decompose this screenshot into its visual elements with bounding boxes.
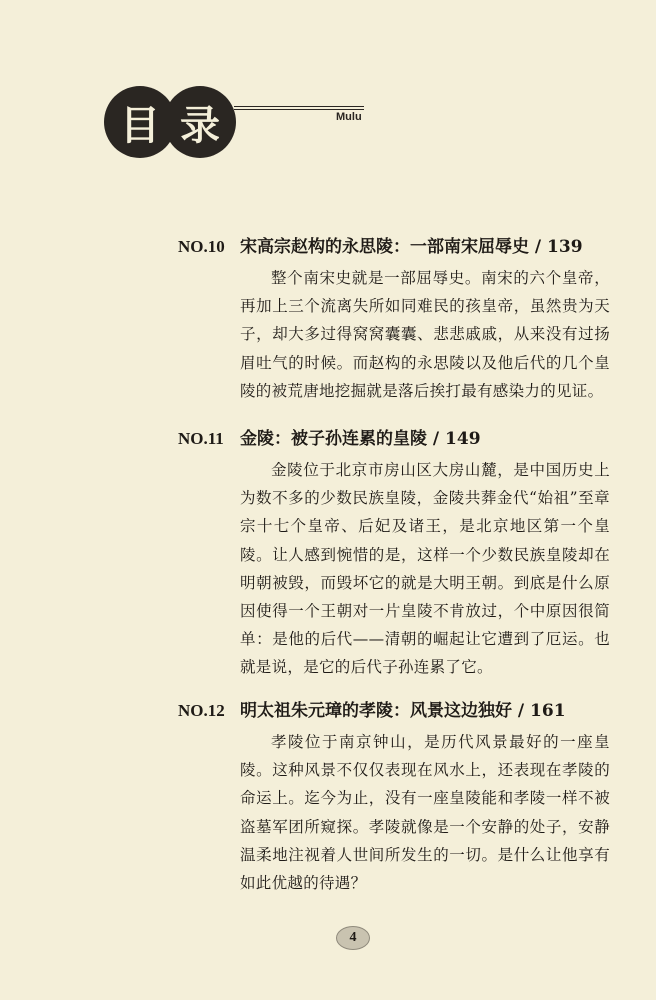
entry-heading	[178, 700, 610, 722]
toc-entry-11	[178, 428, 610, 682]
title-rule	[234, 106, 364, 110]
toc-entry-12	[178, 700, 610, 897]
entry-heading	[178, 428, 610, 450]
entry-number: NO.12	[178, 701, 225, 720]
entry-title: 金陵：被子孙连累的皇陵 / 149	[240, 429, 481, 449]
entry-number: NO.10	[178, 237, 225, 256]
entry-description: 孝陵位于南京钟山，是历代风景最好的一座皇陵。这种风景不仅仅表现在风水上，还表现在孝陵的命运上。迄今为止，没有一座皇陵能和孝陵一样不被盗墓军团所窥探。孝陵就像是一个安静的处子，安静温柔地注视着人世间所发生的一切。是什么让他享有如此优越的待遇？	[240, 733, 610, 893]
title-char-2: 录	[164, 86, 236, 158]
entry-number: NO.11	[178, 429, 224, 448]
entry-description: 金陵位于北京市房山区大房山麓，是中国历史上为数不多的少数民族皇陵，金陵共葬金代“始祖”至章宗十七个皇帝、后妃及诸王，是北京地区第一个皇陵。让人感到惋惜的是，这样一个少数民族皇陵却在明朝被毁，而毁坏它的就是大明王朝。到底是什么原因使得一个王朝对一片皇陵不肯放过，个中原因很简单：是他的后代——清朝的崛起让它遭到了厄运。也就是说，是它的后代子孙连累了它。	[240, 461, 610, 677]
page-number: 4	[336, 926, 370, 950]
entry-title: 宋高宗赵构的永思陵：一部南宋屈辱史 / 139	[240, 237, 583, 257]
entry-title: 明太祖朱元璋的孝陵：风景这边独好 / 161	[240, 701, 566, 721]
title-subtitle: Mulu	[336, 111, 362, 123]
entry-heading	[178, 236, 610, 258]
toc-entry-10	[178, 236, 610, 405]
title-char-1: 目	[104, 86, 176, 158]
toc-header	[104, 86, 362, 166]
entry-description: 整个南宋史就是一部屈辱史。南宋的六个皇帝，再加上三个流离失所如同难民的孩皇帝，虽然贵为天子，却大多过得窝窝囊囊、悲悲戚戚，从来没有过扬眉吐气的时候。而赵构的永思陵以及他后代的几个皇陵的被荒唐地挖掘就是落后挨打最有感染力的见证。	[240, 269, 610, 400]
